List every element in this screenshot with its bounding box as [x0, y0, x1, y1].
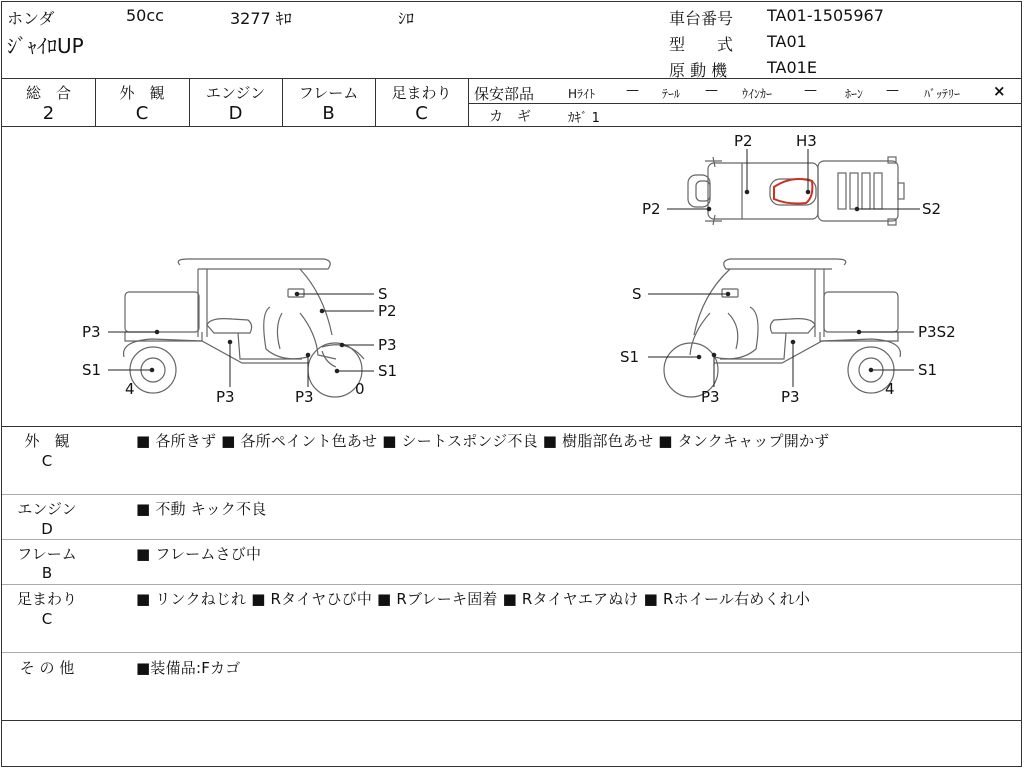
remarks-grade: C	[41, 610, 53, 628]
grade-label: エンジン	[205, 84, 266, 102]
diagram-label: S1	[918, 361, 938, 379]
diagram-label: P3	[82, 323, 101, 341]
grade-label: 外 観	[119, 84, 165, 102]
type-label: 型 式	[669, 35, 734, 54]
status-mark: ×	[993, 82, 1006, 100]
diagram-label: S	[378, 285, 388, 303]
status-mark: —	[626, 83, 639, 98]
grade-label: フレーム	[298, 84, 359, 102]
remarks-text: ■ フレームさび中	[136, 545, 262, 563]
grade-value: 2	[42, 103, 55, 124]
diagram-label: 4	[885, 380, 895, 398]
diagram-label: S2	[922, 200, 942, 218]
status-mark: —	[804, 83, 817, 98]
diagram-label: H3	[796, 132, 817, 150]
grade-label: 足まわり	[391, 84, 452, 102]
diagram-label: S1	[82, 361, 102, 379]
remarks-grade: C	[41, 452, 53, 470]
scooter-top-view	[688, 157, 904, 225]
chassis-label: 車台番号	[669, 9, 734, 28]
safety-label: 保安部品	[474, 85, 535, 103]
inspection-sheet: ホンダ 50cc 3277 ｷﾛ ｼﾛ ｼﾞｬｲﾛUP 車台番号 TA01-1505967 型 式 TA01 原 動 機 TA01E 総 合 2 外 観 C エンジン D フレーム B 足まわり C 保安部品 Hﾗｲﾄ — ﾃｰﾙ — ｳｲﾝｶｰ — ﾎｰﾝ — ﾊﾞｯﾃﾘｰ × カ ギ ｶｷﾞ 1 P2 H3 P2 S2 S P2 P3 P3 S1 S1 4 P3 P3 0 S S1 P3S2 P3 P3 S1 4 外 観 C ■ 各所きず ■ 各所ペイント色あせ ■ シートスポンジ不良 ■ 樹脂部色あせ ■ タンクキャップ開かず エンジン D ■ 不動 キック不良 フレーム B ■ フレームさび中 足まわり C ■ リンクねじれ ■ Rタイヤひび中 ■ Rブレーキ固着 ■ Rタイヤエアぬけ ■ Rホイール右めくれ小 そ の 他 ■装備品:Fカゴ	[1, 1, 1022, 767]
maker: ホンダ	[7, 9, 55, 28]
remarks-category: フレーム	[17, 545, 77, 563]
diagram-label: P3S2	[918, 323, 956, 341]
key-label: カ ギ	[489, 109, 531, 125]
remarks-category: エンジン	[17, 500, 77, 518]
grade-value: D	[228, 103, 243, 124]
remarks-grade: D	[41, 520, 53, 538]
remarks-text: ■装備品:Fカゴ	[136, 659, 241, 677]
diagram-label: P3	[701, 388, 720, 406]
scooter-right-view	[664, 259, 900, 397]
type-value: TA01	[767, 32, 807, 51]
diagram-label: P2	[378, 302, 397, 320]
diagram-label: P2	[734, 132, 753, 150]
mileage: 3277 ｷﾛ	[230, 9, 292, 28]
remarks-category: そ の 他	[19, 659, 75, 677]
displacement: 50cc	[126, 6, 164, 25]
damage-diagram	[2, 127, 1021, 425]
diagram-label: S1	[378, 362, 398, 380]
diagram-label: P3	[378, 336, 397, 354]
diagram-label: P3	[781, 388, 800, 406]
diagram-label: P2	[642, 200, 661, 218]
remarks-grade: B	[41, 564, 53, 582]
scooter-left-view	[124, 259, 364, 397]
remarks-text: ■ リンクねじれ ■ Rタイヤひび中 ■ Rブレーキ固着 ■ Rタイヤエアぬけ ■ Rホイール右めくれ小	[136, 590, 811, 608]
diagram-label: S1	[620, 348, 640, 366]
diagram-label: S	[632, 285, 642, 303]
grade-label: 総 合	[25, 84, 71, 102]
engine-model-value: TA01E	[767, 58, 817, 77]
grade-value: C	[135, 103, 149, 124]
grade-value: B	[322, 103, 335, 124]
diagram-label: 0	[355, 380, 365, 398]
diagram-label: P3	[295, 388, 314, 406]
remarks-category: 外 観	[24, 432, 70, 450]
remarks-text: ■ 不動 キック不良	[136, 500, 267, 518]
remarks-text: ■ 各所きず ■ 各所ペイント色あせ ■ シートスポンジ不良 ■ 樹脂部色あせ ■ タンクキャップ開かず	[136, 432, 830, 450]
body-color: ｼﾛ	[398, 9, 415, 28]
chassis-number: TA01-1505967	[767, 6, 884, 25]
grade-value: C	[415, 103, 428, 124]
remarks-category: 足まわり	[16, 590, 77, 608]
engine-model-label: 原 動 機	[669, 61, 728, 80]
status-mark: —	[705, 83, 718, 98]
diagram-label: 4	[125, 380, 135, 398]
status-mark: —	[886, 83, 899, 98]
model-name: ｼﾞｬｲﾛUP	[7, 34, 84, 58]
diagram-label: P3	[216, 388, 235, 406]
key-value: ｶｷﾞ 1	[568, 111, 600, 126]
